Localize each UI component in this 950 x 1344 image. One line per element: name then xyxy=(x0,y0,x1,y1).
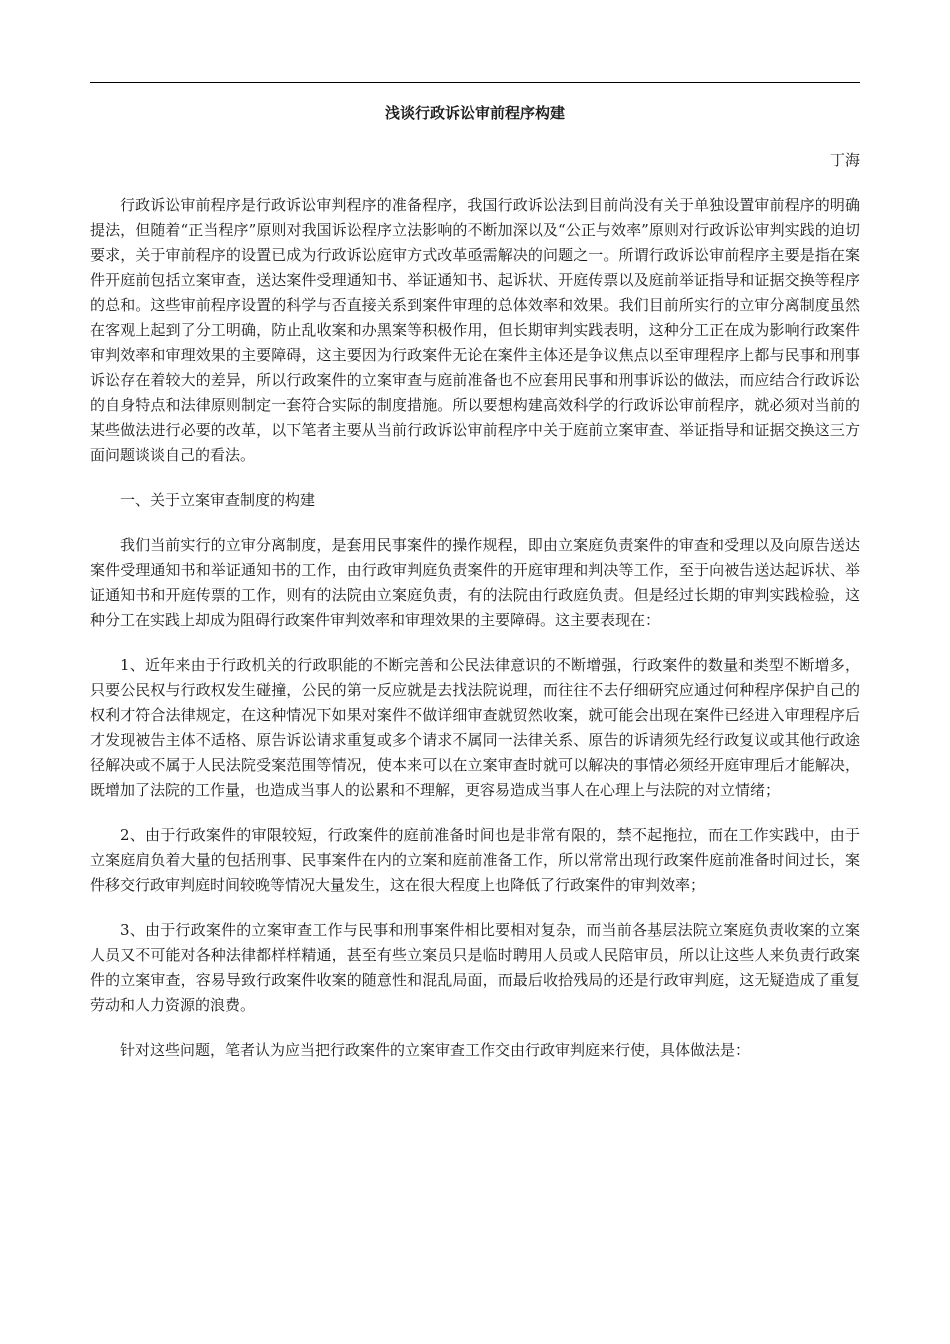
document-title: 浅谈行政诉讼审前程序构建 xyxy=(384,104,565,122)
document-body xyxy=(90,193,860,1083)
header-rule xyxy=(90,82,860,83)
section-heading-1: 一、关于立案审查制度的构建 xyxy=(120,491,316,509)
paragraph-intro: 行政诉讼审前程序是行政诉讼审判程序的准备程序，我国行政诉讼法到目前尚没有关于单独设置审前程序的明确提法，但随着“正当程序”原则对我国诉讼程序立法影响的不断加深以及“公正与效率”原则对行政诉讼审判实践的迫切要求，关于审前程序的设置已成为行政诉讼庭审方式改革亟需解决的问题之一。所谓行政诉讼审前程序主要是指在案件开庭前包括立案审查，送达案件受理通知书、举证通知书、起诉状、开庭传票以及庭前举证指导和证据交换等程序的总和。这些审前程序设置的科学与否直接关系到案件审理的总体效率和效果。我们目前所实行的立审分离制度虽然在客观上起到了分工明确，防止乱收案和办黑案等积极作用，但长期审判实践表明，这种分工正在成为影响行政案件审判效率和审理效果的主要障碍，这主要因为行政案件无论在案件主体还是争议焦点以至审理程序上都与民事和刑事诉讼存在着较大的差异，所以行政案件的立案审查与庭前准备也不应套用民事和刑事诉讼的做法，而应结合行政诉讼的自身特点和法律原则制定一套符合实际的制度措施。所以要想构建高效科学的行政诉讼审前程序，就必须对当前的某些做法进行必要的改革，以下笔者主要从当前行政诉讼审前程序中关于庭前立案审查、举证指导和证据交换这三方面问题谈谈自己的看法。 xyxy=(90,196,860,464)
paragraph-current-system: 我们当前实行的立审分离制度，是套用民事案件的操作规程，即由立案庭负责案件的审查和受理以及向原告送达案件受理通知书和举证通知书的工作，由行政审判庭负责案件的开庭审理和判决等工作，至于向被告送达起诉状、举证通知书和开庭传票的工作，则有的法院由立案庭负责，有的法院由行政庭负责。但是经过长期的审判实践检验，这种分工在实践上却成为阻碍行政案件审判效率和审理效果的主要障碍。这主要表现在： xyxy=(90,536,860,629)
paragraph-proposal: 针对这些问题，笔者认为应当把行政案件的立案审查工作交由行政审判庭来行使，具体做法是： xyxy=(120,1041,751,1059)
author-name: 丁海 xyxy=(829,151,860,169)
paragraph-point-2: 2、由于行政案件的审限较短，行政案件的庭前准备时间也是非常有限的，禁不起拖拉，而在工作实践中，由于立案庭肩负着大量的包括刑事、民事案件在内的立案和庭前准备工作，所以常常出现行政案件庭前准备时间过长，案件移交行政审判庭时间较晚等情况大量发生，这在很大程度上也降低了行政案件的审判效率； xyxy=(90,826,860,894)
paragraph-point-3: 3、由于行政案件的立案审查工作与民事和刑事案件相比要相对复杂，而当前各基层法院立案庭负责收案的立案人员又不可能对各种法律都样样精通，甚至有些立案员只是临时聘用人员或人民陪审员，所以让这些人来负责行政案件的立案审查，容易导致行政案件收案的随意性和混乱局面，而最后收拾残局的还是行政审判庭，这无疑造成了重复劳动和人力资源的浪费。 xyxy=(90,921,860,1014)
paragraph-point-1: 1、近年来由于行政机关的行政职能的不断完善和公民法律意识的不断增强，行政案件的数量和类型不断增多，只要公民权与行政权发生碰撞，公民的第一反应就是去找法院说理，而往往不去仔细研究应通过何种程序保护自己的权利才符合法律规定，在这种情况下如果对案件不做详细审查就贸然收案，就可能会出现在案件已经进入审理程序后才发现被告主体不适格、原告诉讼请求重复或多个请求不属同一法律关系、原告的诉请须先经行政复议或其他行政途径解决或不属于人民法院受案范围等情况，使本来可以在立案审查时就可以解决的事情必须经开庭审理后才能解决，既增加了法院的工作量，也造成当事人的讼累和不理解，更容易造成当事人在心理上与法院的对立情绪； xyxy=(90,656,860,799)
